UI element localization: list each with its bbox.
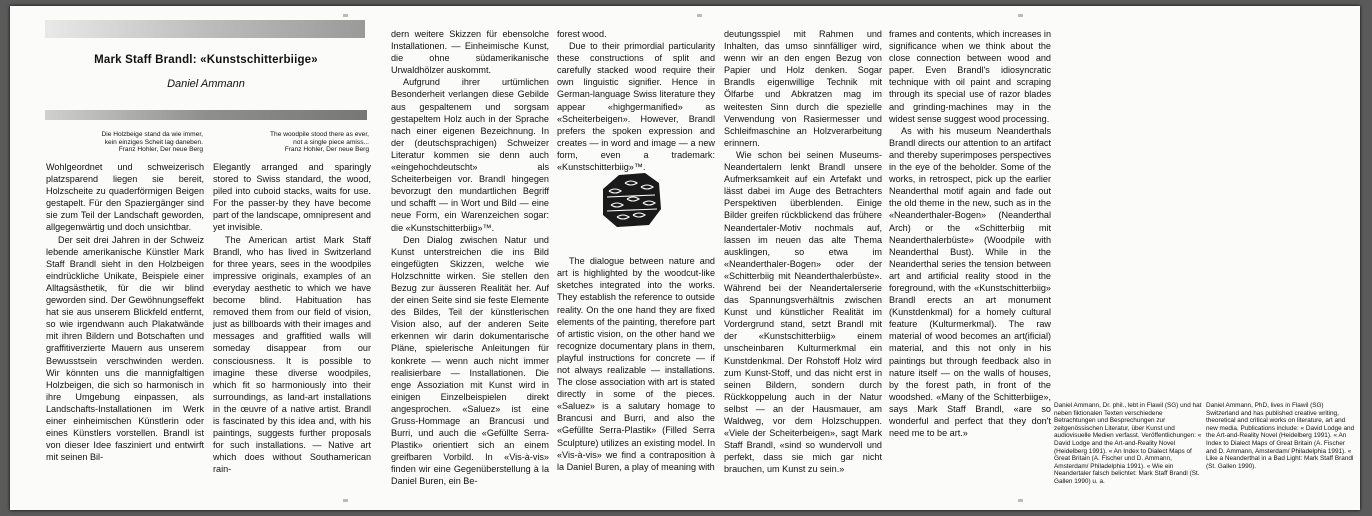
paragraph: Elegantly arranged and sparingly stored to Swiss standard, the wood, piled into cuboid stacks, waits for use. For the passer-by they have become part of the landscape, omnipresent and yet invisible. [213,162,371,233]
epigraph-german [45,131,203,154]
epigraph-source: Franz Hohler, Der neue Berg [118,146,203,154]
header-rule-gradient [45,20,365,38]
divider-rule-gradient [45,110,367,120]
column-english-1 [213,161,371,475]
epigraph-line: not a single piece amiss... [293,138,369,146]
column-english-2 [557,28,715,473]
paragraph: Der seit drei Jahren in der Schweiz lebende amerikanische Künstler Mark Staff Brandl sieht in den Holzbeigen eindrückliche Unikate, Beispiele einer Alltagsästhetik, für die wir blind geworden sind. Der Gewöhnungseffekt hat sie aus unserem Blickfeld entfernt, so wie irgendwann auch Plakatwände mit ihren Bildern und Botschaften und graffitiverzierte Mauern aus unserem Bewusstsein verschwinden werden. Wir könnten uns die mannigfaltigen Holzbeigen, die sich so harmonisch in ihre Umgebung einpassen, als Landschafts-Installationen im Werk einer einheimischen Künstlerin oder eines Künstlers vorstellen. Brandl ist von dieser Idee fasziniert und entwirft mit seinen Bil- [46,234,204,463]
author-bio-german: Daniel Ammann, Dr. phil., lebt in Flawil (SG) und hat neben fiktionalen Texten verschiedene Betrachtungen und Besprechungen zur zeitgenössischen Literatur, über Kunst und audiovisuelle Medien verfasst. Veröffentlichungen: « David Lodge and the Art-and-Reality Novel (Heidelberg 1991). « An Index to Dialect Maps of Great Britain (A. Fischer und D. Ammann, Amsterdam/ Philadelphia 1991). « Wie ein Neandertaler falsch belichtet: Mark Staff Brandl (St. Gallen 1990) u. a. [1054,402,1202,485]
epigraph-line: Die Holzbeige stand da wie immer, [101,131,203,138]
paragraph: Wie schon bei seinen Museums-Neandertalern lenkt Brandl unsere Aufmerksamkeit auf ein Artefakt und lässt dabei im Auge des Betrachters Perspektiven überblenden. Einige Bilder greifen rückblickend das frühere Neandertaler-Motiv nochmals auf, lassen im neuen das alte Thema ausklingen, so etwa im «Neanderthaler-Bogen» oder der «Schitterbiig mit Neanderthalerbüste». Während bei der Neandertalerserie das Spannungsverhältnis zwischen Kunst und künstlicher Realität im Vordergrund stand, setzt Brandl mit der «Kunstschitterbiig» einem unscheinbaren Kulturmerkmal ein Kunstdenkmal. Der Rohstoff Holz wird zum Kunst-Stoff, und das nicht erst in seinen Bildern, sondern durch Rückkoppelung auch in der Natur selbst — an der Hausmauer, am Waldweg, vor dem Holzschuppen. «Viele der Scheiterbeigen», sagt Mark Staff Brandl, «sind so wundervoll und perfekt, dass sie mich gar nicht brauchen, um Kunst zu sein.» [724,149,882,475]
column-german-2 [391,28,549,488]
paragraph: The American artist Mark Staff Brandl, who has lived in Switzerland for three years, sees in the woodpiles impressive originals, examples of an everyday aesthetic to which we have become blind. Habituation has removed them from our field of vision, just as billboards with their images and messages and graffitied walls will someday disappear from our consciousness. It is possible to imagine these diverse woodpiles, which fit so harmoniously into their surroundings, as land-art installations in the œuvre of a native artist. Brandl is fascinated by this idea and, with his paintings, suggests further proposals for such installations. — Native art which does without Southamerican rain- [213,234,371,475]
epigraph-line: The woodpile stood there as ever, [270,131,369,138]
paragraph: Due to their primordial particularity these constructions of split and carefully stacked wood require their own linguistic signifier. Hence in German-language Swiss literature they appear «highgermanified» as «Scheiterbeigen». However, Brandl prefers the spoken expression and creates — in word and image — a new form, even a trademark: «Kunstschitterbiig»™. [557,41,715,173]
author-bio-english: Daniel Ammann, PhD, lives in Flawil (SG) Switzerland and has published creative writing, theoretical and critical works on literature, art and new media. Publications include: « David Lodge and the Art-and-Reality Novel (Heidelberg 1991). « An Index to Dialect Maps of Great Britain (A. Fischer and D. Ammann, Amsterdam/ Philadelphia 1991). « Like a Neanderthal in a Bad Light: Mark Staff Brandl (St. Gallen 1990). [1206,402,1355,470]
paragraph: dern weitere Skizzen für ebensolche Installationen. — Einheimische Kunst, die ohne südamerikanische Urwaldhölzer auskommt. [391,29,549,76]
document-page [10,6,1360,510]
woodpile-woodcut-image [599,169,663,229]
paragraph: forest wood. [557,29,607,39]
article-title: Mark Staff Brandl: «Kunstschitterbiige» [94,54,318,66]
paragraph: frames and contents, which increases in significance when we think about the close connection between wood and paper. Even Brandl's idiosyncratic technique with oil paint and scraping through its special use of razor blades and grinding-machines may in the widest sense suggest wood processing. [889,29,1051,124]
article-author: Daniel Ammann [167,78,245,90]
page-mark [343,14,348,17]
epigraph-line: kein einziges Scheit lag daneben. [104,138,203,146]
epigraph-english [213,131,369,154]
paragraph: As with his museum Neanderthals Brandl directs our attention to an artifact and thereby superimposes perspectives in the eye of the beholder. Some of the works, in retrospect, pick up the earlier Neanderthal motif again and fade out the old theme in the new, such as in the «Neanderthaler-Bogen» (Neanderthal Arch) or the «Schitterbiig mit Neanderthalerbüste» (Woodpile with Neanderthal Bust). While in the Neanderthal series the tension between art and artificial reality stood in the foreground, with the «Kunstschitterbiig» Brandl erects an art monument (Kunstdenkmal) for a homely cultural feature (Kulturmerkmal). The raw material of wood becomes an art(ificial) material, and this not only in his paintings but through feedback also in nature itself — on the walls of houses, by the forest path, in front of the woodshed. «Many of the Schitterbiige», says Mark Staff Brandl, «are so wonderful and perfect that they don't need me to be art.» [889,125,1051,439]
paragraph: deutungsspiel mit Rahmen und Inhalten, das umso sinnfälliger wird, wenn wir an den engen Bezug von Papier und Holz denken. Sogar Brandls eigenwillige Technik mit Ölfarbe und Abkratzen mag im weitesten Sinn durch die spezielle Verwendung von Rasiermesser und Schleifmaschine an Holzverarbeitung erinnern. [724,29,882,148]
paragraph: Aufgrund ihrer urtümlichen Besonderheit verlangen diese Gebilde aus gespaltenem und sorgsam gestapeltem Holz auch in der Sprache nach einer eigenen Bezeichnung. In der (deutschsprachigen) Schweizer Literatur kommen sie denn auch «eingehochdeutscht» als Scheiterbeigen vor. Brandl hingegen bevorzugt den mundartlichen Begriff und schafft — in Wort und Bild — eine neue Form, ein Warenzeichen sogar: die «Kunstschitterbiig»™. [391,77,549,233]
page-mark [697,14,702,17]
page-mark [343,499,348,502]
epigraph-source: Franz Hohler, Der neue Berg [284,146,369,154]
paragraph: Den Dialog zwischen Natur und Kunst unterstreichen die ins Bild eingefügten Skizzen, welche wie Holzschnitte wirken. Sie stellen den Bezug zur äusseren Realität her. Auf der einen Seite sind sie feste Elemente des Bildes, Teil der künstlerischen Vision also, auf der anderen Seite erkennen wir darin dokumentarische Pläne, spielerische Anleitungen für konkrete — wenn auch nicht immer realisierbare — Installationen. Die enge Assoziation mit Kunst wird in einigen Einzelbeispielen direkt angesprochen. «Saluez» ist eine Gruss-Hommage an Brancusi und Burri, und auch die «Gefüllte Serra-Plastik» orientiert sich an einem greifbaren Vorbild. In «Vis-à-vis» finden wir eine Gegenüberstellung à la Daniel Buren, ein Be- [391,234,549,487]
paragraph: Wohlgeordnet und schweizerisch platzsparend liegen sie bereit, Holzscheite zu quaderförmigen Beigen gestapelt. Für den Spaziergänger sind sie zum Teil der Landschaft geworden, allgegenwärtig und doch unsichtbar. [46,162,204,233]
column-german-1 [46,161,204,463]
paragraph: The dialogue between nature and art is highlighted by the woodcut-like sketches integrated into the works. They establish the reference to outside reality. On the one hand they are fixed elements of the painting, therefore part of artistic vision, on the other hand we recognize documentary plans in them, playful instructions for concrete — if not always realizable — installations. The close association with art is stated directly in some of the pieces. «Saluez» is a salutary homage to Brancusi and Burri, and also the «Gefüllte Serra-Plastik» (Filled Serra Sculpture) utilizes an existing model. In «Vis-à-vis» we find a contraposition à la Daniel Buren, a play of meaning with [557,256,715,472]
column-german-3 [724,28,882,475]
page-mark [1018,499,1023,502]
page-mark [1018,14,1023,17]
column-english-3 [889,28,1051,439]
